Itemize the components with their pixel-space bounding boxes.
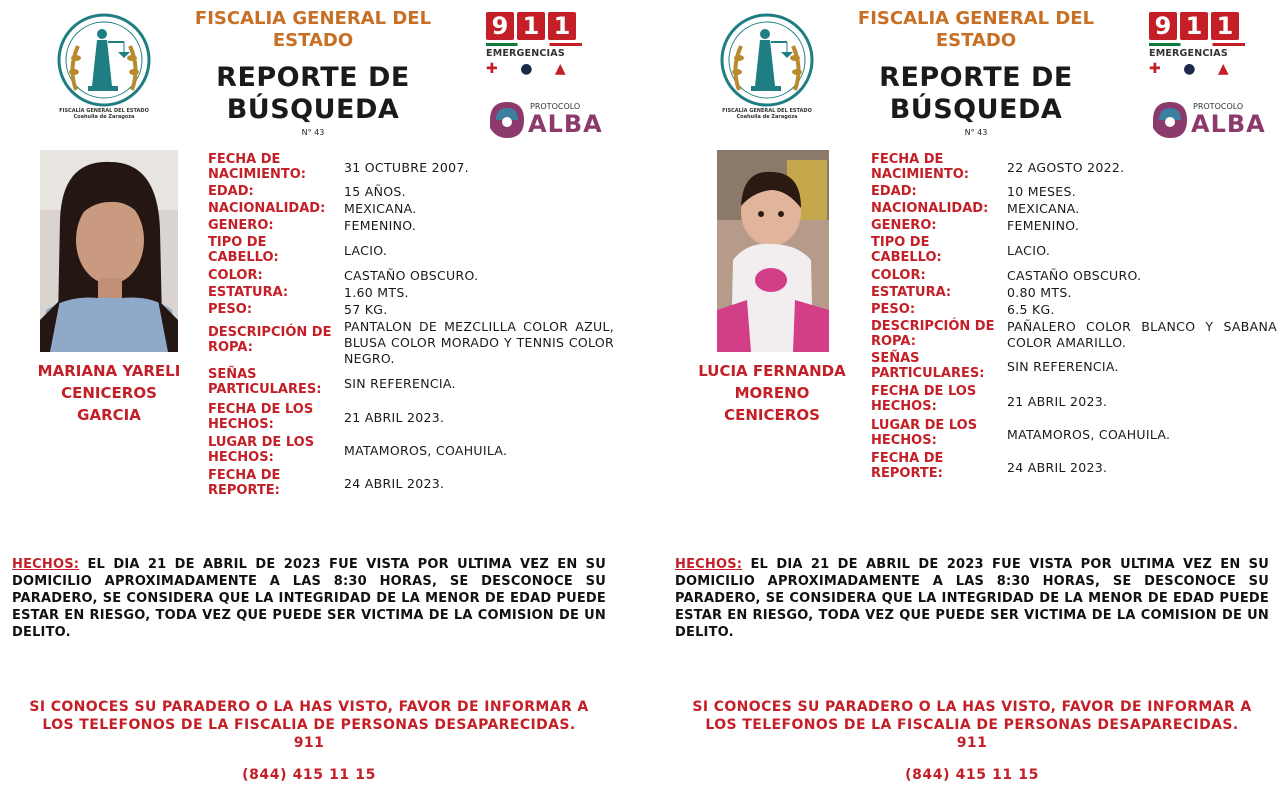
alba-flower-icon	[486, 98, 528, 142]
organization-name: FISCALIA GENERAL DEL ESTADO	[857, 8, 1095, 51]
contact-phone: (844) 415 11 15	[905, 767, 1039, 783]
missing-person-poster-2: FISCALÍA GENERAL DEL ESTADO Coahuila de Zaragoza FISCALIA GENERAL DEL ESTADO REPORTE DE BÚSQUEDA N° 43 9 1 1 EMERGENCIAS ✚ ● ▲ PROTOCOLO ALBA LUCIA FERNANDA MORENO CENICEROS FECHA DE NACIMIENTO: 22 AGOSTO 2022. EDAD: 10 MESES. NACIONALIDAD: MEXICANA. GENERO: FEMENINO. TIPO DE CABELLO: LACIO. COLOR: CASTAÑO OBSCURO. ESTATURA: 0.80 MTS. PESO: 6.5 KG. DESCRIPCIÓN DE ROPA: PAÑALERO COLOR BLANCO Y SABANA COLOR AMARILLO. SEÑAS PARTICULARES: SIN REFERENCIA. FECHA DE LOS HECHOS: 21 ABRIL 2023. LUGAR DE LOS HECHOS: MATAMOROS, COAHUILA. FECHA DE REPORTE: 24 ABRIL 2023. HECHOS: EL DIA 21 DE ABRIL DE 2023 FUE VISTA POR ULTIMA VEZ EN SU DOMICILIO APROXIMADAMENTE A LAS 8:30 HORAS, SE DESCONOCE SU PARADERO, SE CONSIDERA QUE LA INTEGRIDAD DE LA MENOR DE EDAD PUEDE ESTAR EN RIESGO, TODA VEZ QUE PUEDE SER VICTIMA DE LA COMISION DE UN DELITO. SI CONOCES SU PARADERO O LA HAS VISTO, FAVOR DE INFORMAR A LOS TELEFONOS DE LA FISCALIA DE PERSONAS DESAPARECIDAS. 911 (844) 415 11 15	[663, 0, 1200, 801]
hechos-label: HECHOS:	[675, 557, 743, 572]
red-cross-icon: ✚	[1149, 61, 1161, 77]
protocolo-alba-logo: PROTOCOLO ALBA	[486, 96, 606, 144]
seal-caption: FISCALÍA GENERAL DEL ESTADO Coahuila de Zaragoza	[59, 108, 149, 120]
fiscalia-seal-logo	[52, 12, 156, 124]
police-cap-icon: ●	[520, 61, 533, 77]
person-photo	[717, 150, 829, 352]
police-cap-icon: ●	[1183, 61, 1196, 77]
fire-icon: ▲	[554, 61, 566, 77]
fiscalia-seal-logo	[715, 12, 819, 124]
report-title: REPORTE DE BÚSQUEDA	[216, 62, 410, 125]
call-to-action: SI CONOCES SU PARADERO O LA HAS VISTO, FAVOR DE INFORMAR A LOS TELEFONOS DE LA FISCALIA DE PERSONAS DESAPARECIDAS. 911	[692, 699, 1252, 751]
hechos-paragraph: HECHOS: EL DIA 21 DE ABRIL DE 2023 FUE VISTA POR ULTIMA VEZ EN SU DOMICILIO APROXIMADAMENTE A LAS 8:30 HORAS, SE DESCONOCE SU PARADERO, SE CONSIDERA QUE LA INTEGRIDAD DE LA MENOR DE EDAD PUEDE ESTAR EN RIESGO, TODA VEZ QUE PUEDE SER VICTIMA DE LA COMISION DE UN DELITO.	[12, 557, 606, 640]
emergency-911-logo: 9 1 1 EMERGENCIAS ✚ ● ▲	[486, 12, 590, 77]
emergency-911-logo: 9 1 1 EMERGENCIAS ✚ ● ▲	[1149, 12, 1253, 77]
person-name: MARIANA YARELI CENICEROS GARCIA	[37, 362, 181, 424]
alba-flower-icon	[1149, 98, 1191, 142]
hechos-paragraph: HECHOS: EL DIA 21 DE ABRIL DE 2023 FUE VISTA POR ULTIMA VEZ EN SU DOMICILIO APROXIMADAMENTE A LAS 8:30 HORAS, SE DESCONOCE SU PARADERO, SE CONSIDERA QUE LA INTEGRIDAD DE LA MENOR DE EDAD PUEDE ESTAR EN RIESGO, TODA VEZ QUE PUEDE SER VICTIMA DE LA COMISION DE UN DELITO.	[675, 557, 1269, 640]
person-photo	[40, 150, 178, 352]
hechos-label: HECHOS:	[12, 557, 80, 572]
seal-caption: FISCALÍA GENERAL DEL ESTADO Coahuila de Zaragoza	[722, 108, 812, 120]
protocolo-alba-logo: PROTOCOLO ALBA	[1149, 96, 1269, 144]
report-number: N° 43	[964, 128, 988, 137]
fire-icon: ▲	[1217, 61, 1229, 77]
contact-phone: (844) 415 11 15	[242, 767, 376, 783]
report-number: N° 43	[301, 128, 325, 137]
report-title: REPORTE DE BÚSQUEDA	[879, 62, 1073, 125]
call-to-action: SI CONOCES SU PARADERO O LA HAS VISTO, FAVOR DE INFORMAR A LOS TELEFONOS DE LA FISCALIA DE PERSONAS DESAPARECIDAS. 911	[29, 699, 589, 751]
person-name: LUCIA FERNANDA MORENO CENICEROS	[698, 362, 846, 424]
missing-person-poster-1: FISCALÍA GENERAL DEL ESTADO Coahuila de Zaragoza FISCALIA GENERAL DEL ESTADO REPORTE DE BÚSQUEDA N° 43 9 1 1 EMERGENCIAS ✚ ● ▲ PROTOCOLO ALBA MARIANA YARELI CENICEROS GARCIA FECHA DE NACIMIENTO: 31 OCTUBRE 2007. EDAD: 15 AÑOS. NACIONALIDAD: MEXICANA. GENERO: FEMENINO. TIPO DE CABELLO: LACIO. COLOR: CASTAÑO OBSCURO. ESTATURA: 1.60 MTS. PESO: 57 KG. DESCRIPCIÓN DE ROPA: PANTALON DE MEZCLILLA COLOR AZUL, BLUSA COLOR MORADO Y TENNIS COLOR NEGRO. SEÑAS PARTICULARES: SIN REFERENCIA. FECHA DE LOS HECHOS: 21 ABRIL 2023. LUGAR DE LOS HECHOS: MATAMOROS, COAHUILA. FECHA DE REPORTE: 24 ABRIL 2023. HECHOS: EL DIA 21 DE ABRIL DE 2023 FUE VISTA POR ULTIMA VEZ EN SU DOMICILIO APROXIMADAMENTE A LAS 8:30 HORAS, SE DESCONOCE SU PARADERO, SE CONSIDERA QUE LA INTEGRIDAD DE LA MENOR DE EDAD PUEDE ESTAR EN RIESGO, TODA VEZ QUE PUEDE SER VICTIMA DE LA COMISION DE UN DELITO. SI CONOCES SU PARADERO O LA HAS VISTO, FAVOR DE INFORMAR A LOS TELEFONOS DE LA FISCALIA DE PERSONAS DESAPARECIDAS. 911 (844) 415 11 15	[0, 0, 620, 801]
red-cross-icon: ✚	[486, 61, 498, 77]
organization-name: FISCALIA GENERAL DEL ESTADO	[194, 8, 432, 51]
